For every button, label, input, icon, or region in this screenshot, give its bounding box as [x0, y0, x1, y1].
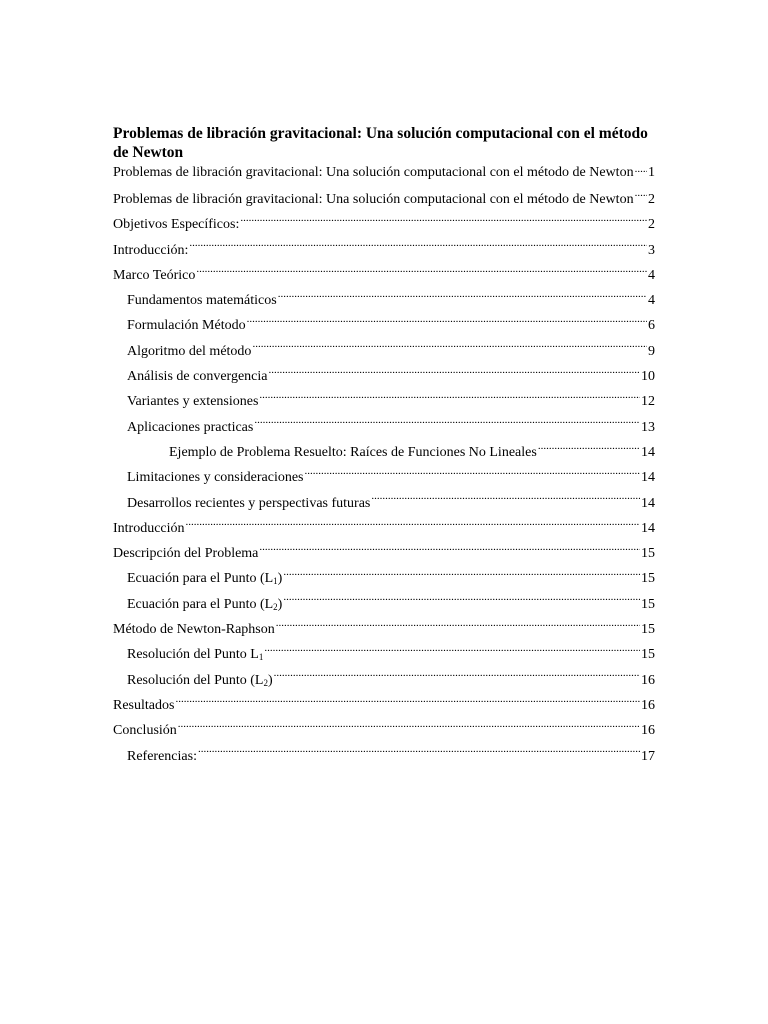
toc-entry-label: Marco Teórico [113, 267, 196, 283]
toc-entry[interactable] [113, 313, 655, 338]
toc-entry-label: Ejemplo de Problema Resuelto: Raíces de Funciones No Lineales [169, 444, 537, 460]
toc-dot-leader [186, 518, 640, 532]
toc-entry-label: Resolución del Punto $(L_2)$ [127, 672, 273, 688]
toc-entry-label: Limitaciones y consideraciones [127, 470, 304, 486]
toc-dot-leader [283, 594, 640, 608]
toc-page-number: 16 [641, 672, 655, 688]
toc-entry-subscript: 1 [258, 652, 264, 663]
toc-page-number: 9 [648, 343, 655, 359]
toc-page-number: 15 [641, 596, 655, 612]
toc-entry-label: Formulación Método [127, 318, 246, 334]
toc-entry-label: Conclusión [113, 723, 177, 739]
toc-dot-leader [264, 644, 640, 658]
toc-dot-leader [189, 240, 647, 254]
toc-page-number: 2 [648, 217, 655, 233]
toc-page-number: 4 [648, 267, 655, 283]
toc-entry-label: Introducción [113, 520, 185, 536]
toc-dot-leader [268, 366, 640, 380]
toc-entry-label: Algoritmo del método [127, 343, 252, 359]
toc-page-number: 17 [641, 748, 655, 764]
toc-entry-label: Introducción: [113, 242, 189, 258]
toc-entry[interactable] [113, 238, 655, 263]
toc-entry[interactable] [113, 642, 655, 667]
toc-page-number: 6 [648, 318, 655, 334]
toc-dot-leader [196, 265, 647, 279]
toc-page-number: 14 [641, 520, 655, 536]
toc-dot-leader [371, 493, 640, 507]
toc-entry-label: Problemas de libración gravitacional: Una solución computacional con el método de Newton [113, 192, 634, 207]
toc-entry-label: Desarrollos recientes y perspectivas futuras [127, 495, 371, 511]
toc-dot-leader [283, 568, 640, 582]
toc-page-number: 14 [641, 470, 655, 486]
toc-entry[interactable] [113, 516, 655, 541]
toc-dot-leader [178, 720, 640, 734]
document-title: Problemas de libración gravitacional: Una solución computacional con el método de Newton [113, 125, 648, 161]
toc-dot-leader [276, 619, 640, 633]
toc-page-number: 14 [641, 495, 655, 511]
toc-dot-leader [278, 290, 647, 304]
toc-page-number: 1 [648, 165, 655, 180]
toc-entry-label: Aplicaciones practicas [127, 419, 254, 435]
document-page [113, 124, 655, 769]
toc-dot-leader [240, 214, 647, 228]
toc-page-number: 15 [641, 622, 655, 638]
toc-dot-leader [198, 746, 640, 760]
toc-entry[interactable] [113, 491, 655, 516]
toc-page-number: 16 [641, 697, 655, 713]
toc-entry[interactable] [113, 339, 655, 364]
toc-page-number: 15 [641, 546, 655, 562]
toc-entry[interactable] [113, 744, 655, 769]
toc-entry-subscript: 2 [263, 677, 268, 688]
toc-entry[interactable] [113, 718, 655, 743]
toc-entry[interactable] [113, 541, 655, 566]
toc-entry-label: Ecuación para el Punto $(L_2)$ [127, 596, 283, 612]
toc-page-number: 15 [641, 571, 655, 587]
toc-entry[interactable] [113, 592, 655, 617]
toc-entry-label: Resolución del Punto $L_1$ [127, 647, 264, 663]
toc-entry-label: Descripción del Problema [113, 546, 259, 562]
toc-entry-label: Ecuación para el Punto $(L_1)$ [127, 571, 283, 587]
toc-page-number: 13 [641, 419, 655, 435]
toc-entry-label: Problemas de libración gravitacional: Una solución computacional con el método de Newton [113, 165, 634, 180]
toc-entry[interactable] [113, 162, 655, 181]
toc-dot-leader [175, 695, 640, 709]
toc-entry[interactable] [113, 288, 655, 313]
toc-page-number: 14 [641, 444, 655, 460]
toc-page-number: 2 [648, 192, 655, 207]
toc-entry-label: Objetivos Específicos: [113, 217, 240, 233]
toc-dot-leader [274, 670, 640, 684]
toc-entry-label: Resultados [113, 697, 175, 713]
toc-entry[interactable] [113, 389, 655, 414]
toc-dot-leader [254, 417, 640, 431]
toc-entry[interactable] [113, 668, 655, 693]
toc-entry-label: Método de Newton-Raphson [113, 622, 275, 638]
toc-entry[interactable] [113, 364, 655, 389]
toc-entry-subscript: 2 [273, 601, 278, 612]
toc-entry-subscript: 1 [273, 576, 278, 587]
toc-entry[interactable] [113, 693, 655, 718]
toc-entry[interactable] [113, 263, 655, 288]
toc-dot-leader [247, 315, 647, 329]
toc-entry-label: Análisis de convergencia [127, 369, 268, 385]
toc-page-number: 12 [641, 394, 655, 410]
toc-dot-leader [259, 391, 640, 405]
toc-entry[interactable] [113, 440, 655, 465]
toc-dot-leader [635, 189, 647, 203]
toc-page-number: 3 [648, 242, 655, 258]
toc-page-number: 15 [641, 647, 655, 663]
toc-entry[interactable] [113, 465, 655, 490]
toc-dot-leader [538, 442, 640, 456]
toc-entry[interactable] [113, 566, 655, 591]
toc-dot-leader [635, 162, 647, 176]
toc-entry[interactable] [113, 617, 655, 642]
toc-dot-leader [252, 341, 647, 355]
toc-entry-label: Fundamentos matemáticos [127, 293, 277, 309]
toc-dot-leader [305, 467, 641, 481]
table-of-contents [113, 162, 655, 769]
toc-entry[interactable] [113, 415, 655, 440]
toc-entry-label: Referencias: [127, 748, 197, 764]
toc-page-number: 16 [641, 723, 655, 739]
toc-dot-leader [259, 543, 640, 557]
toc-page-number: 10 [641, 369, 655, 385]
toc-entry[interactable] [113, 187, 655, 212]
toc-entry-label: Variantes y extensiones [127, 394, 259, 410]
toc-page-number: 4 [648, 293, 655, 309]
toc-entry[interactable] [113, 212, 655, 237]
